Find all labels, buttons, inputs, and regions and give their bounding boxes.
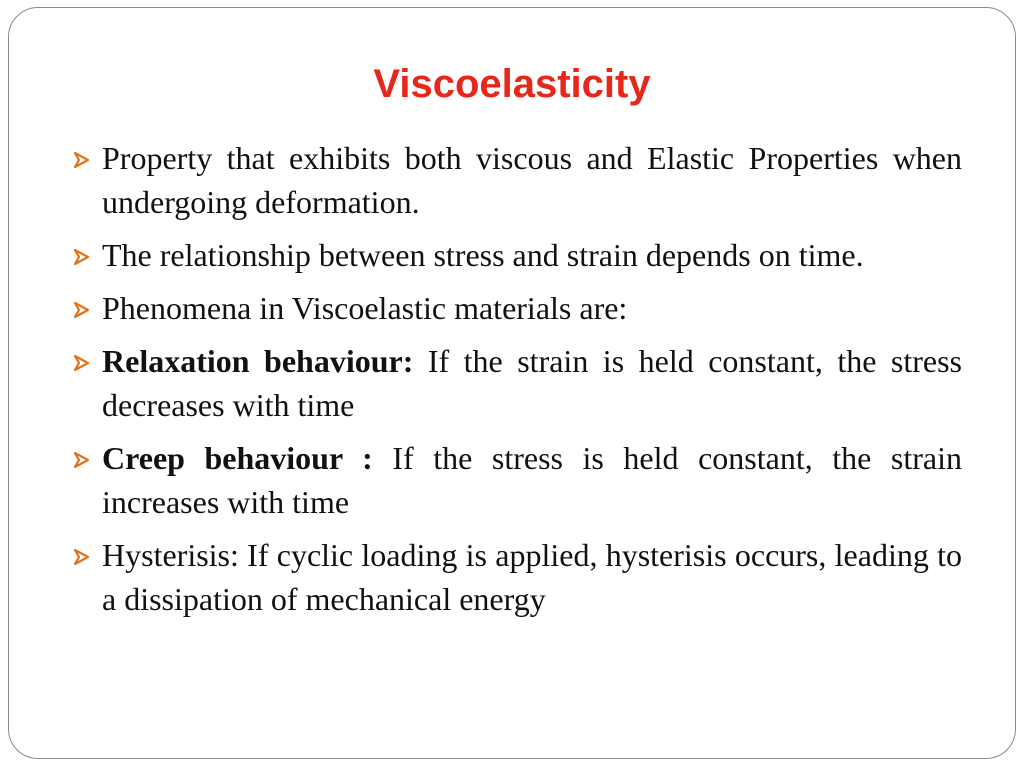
arrow-bullet-icon [72, 354, 92, 372]
bullet-text: Hysterisis: If cyclic loading is applied, hysterisis occurs, leading to a dissipation of mechanical energy [102, 537, 962, 617]
arrow-bullet-icon [72, 151, 92, 169]
bullet-list [72, 136, 962, 630]
bullet-item [72, 233, 962, 277]
bullet-item [72, 436, 962, 524]
arrow-bullet-icon [72, 248, 92, 266]
bullet-lead: Relaxation behaviour: [102, 343, 414, 379]
arrow-bullet-icon [72, 548, 92, 566]
bullet-item [72, 339, 962, 427]
arrow-bullet-icon [72, 451, 92, 469]
bullet-item [72, 286, 962, 330]
bullet-item [72, 533, 962, 621]
bullet-text: Phenomena in Viscoelastic materials are: [102, 290, 628, 326]
bullet-text: If the stress is held constant, the strain increases with time [102, 440, 963, 520]
bullet-text: Property that exhibits both viscous and Elastic Properties when undergoing deformation. [102, 140, 962, 220]
arrow-bullet-icon [72, 301, 92, 319]
bullet-text: The relationship between stress and strain depends on time. [102, 237, 864, 273]
bullet-text: If the strain is held constant, the stress decreases with time [102, 343, 963, 423]
bullet-lead: Creep behaviour : [102, 440, 373, 476]
slide-title: Viscoelasticity [373, 62, 651, 106]
bullet-item [72, 136, 962, 224]
